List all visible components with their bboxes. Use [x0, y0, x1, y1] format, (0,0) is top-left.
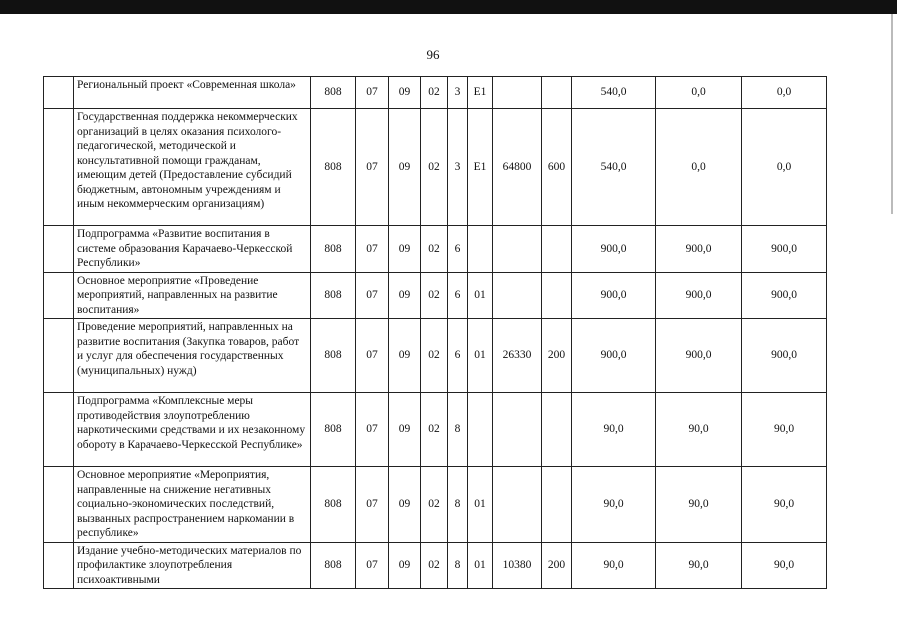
section-code: 07 — [356, 226, 389, 273]
top-scan-border — [0, 0, 897, 14]
event-code: 01 — [468, 319, 493, 393]
table-row — [44, 393, 827, 467]
program-code: 02 — [421, 319, 448, 393]
ministry-code: 808 — [311, 542, 356, 589]
program-code: 02 — [421, 467, 448, 543]
amount-year-3: 90,0 — [742, 393, 827, 467]
event-code: E1 — [468, 109, 493, 226]
amount-year-3: 900,0 — [742, 319, 827, 393]
amount-year-1: 900,0 — [572, 272, 656, 319]
subprogram-code: 8 — [448, 542, 468, 589]
section-code: 07 — [356, 467, 389, 543]
table-row — [44, 467, 827, 543]
row-name: Основное мероприятие «Мероприятия, направленные на снижение негативных социально-экономических последствий, вызванных распространением наркомании в республике» — [74, 467, 311, 543]
amount-year-3: 90,0 — [742, 467, 827, 543]
subsection-code: 09 — [389, 272, 421, 319]
table-row — [44, 77, 827, 109]
amount-year-2: 900,0 — [656, 319, 742, 393]
ministry-code: 808 — [311, 109, 356, 226]
section-code: 07 — [356, 393, 389, 467]
section-code: 07 — [356, 77, 389, 109]
section-code: 07 — [356, 109, 389, 226]
program-code: 02 — [421, 272, 448, 319]
direction-code: 10380 — [493, 542, 542, 589]
ministry-code: 808 — [311, 319, 356, 393]
amount-year-2: 0,0 — [656, 77, 742, 109]
amount-year-2: 90,0 — [656, 542, 742, 589]
expense-type-code — [542, 77, 572, 109]
direction-code — [493, 393, 542, 467]
subsection-code: 09 — [389, 319, 421, 393]
section-code: 07 — [356, 319, 389, 393]
row-number-cell — [44, 542, 74, 589]
direction-code — [493, 467, 542, 543]
amount-year-2: 90,0 — [656, 393, 742, 467]
section-code: 07 — [356, 272, 389, 319]
subsection-code: 09 — [389, 467, 421, 543]
table-row — [44, 226, 827, 273]
direction-code — [493, 77, 542, 109]
amount-year-2: 0,0 — [656, 109, 742, 226]
table-row — [44, 319, 827, 393]
program-code: 02 — [421, 109, 448, 226]
row-name: Основное мероприятие «Проведение мероприятий, направленных на развитие воспитания» — [74, 272, 311, 319]
amount-year-1: 90,0 — [572, 393, 656, 467]
subprogram-code: 3 — [448, 77, 468, 109]
program-code: 02 — [421, 226, 448, 273]
amount-year-1: 90,0 — [572, 467, 656, 543]
subsection-code: 09 — [389, 226, 421, 273]
expense-type-code — [542, 226, 572, 273]
table-row — [44, 542, 827, 589]
amount-year-1: 540,0 — [572, 109, 656, 226]
amount-year-2: 90,0 — [656, 467, 742, 543]
amount-year-1: 900,0 — [572, 319, 656, 393]
row-number-cell — [44, 77, 74, 109]
ministry-code: 808 — [311, 467, 356, 543]
expense-type-code: 200 — [542, 542, 572, 589]
row-name: Государственная поддержка некоммерческих организаций в целях оказания психолого-педагогической, методической и консультативной помощи гражданам, имеющим детей (Предоставление субсидий бюджетным, автономным учреждениям и иным некоммерческим организациям) — [74, 109, 311, 226]
amount-year-3: 900,0 — [742, 272, 827, 319]
amount-year-1: 540,0 — [572, 77, 656, 109]
row-number-cell — [44, 319, 74, 393]
amount-year-1: 90,0 — [572, 542, 656, 589]
amount-year-2: 900,0 — [656, 272, 742, 319]
right-scan-edge — [891, 14, 893, 214]
event-code: 01 — [468, 467, 493, 543]
subprogram-code: 6 — [448, 319, 468, 393]
amount-year-3: 90,0 — [742, 542, 827, 589]
subprogram-code: 6 — [448, 272, 468, 319]
section-code: 07 — [356, 542, 389, 589]
row-name: Региональный проект «Современная школа» — [74, 77, 311, 109]
subsection-code: 09 — [389, 109, 421, 226]
amount-year-2: 900,0 — [656, 226, 742, 273]
row-name: Подпрограмма «Комплексные меры противодействия злоупотреблению наркотическими средствами и их незаконному обороту в Карачаево-Черкесской Республике» — [74, 393, 311, 467]
event-code — [468, 226, 493, 273]
row-number-cell — [44, 226, 74, 273]
row-number-cell — [44, 467, 74, 543]
subsection-code: 09 — [389, 77, 421, 109]
direction-code: 64800 — [493, 109, 542, 226]
row-number-cell — [44, 393, 74, 467]
program-code: 02 — [421, 77, 448, 109]
amount-year-3: 900,0 — [742, 226, 827, 273]
direction-code: 26330 — [493, 319, 542, 393]
program-code: 02 — [421, 542, 448, 589]
ministry-code: 808 — [311, 77, 356, 109]
table-row — [44, 109, 827, 226]
subsection-code: 09 — [389, 393, 421, 467]
ministry-code: 808 — [311, 393, 356, 467]
subprogram-code: 3 — [448, 109, 468, 226]
amount-year-1: 900,0 — [572, 226, 656, 273]
ministry-code: 808 — [311, 272, 356, 319]
row-number-cell — [44, 109, 74, 226]
subprogram-code: 8 — [448, 393, 468, 467]
row-name: Издание учебно-методических материалов по профилактике злоупотребления психоактивными — [74, 542, 311, 589]
event-code: 01 — [468, 272, 493, 319]
ministry-code: 808 — [311, 226, 356, 273]
subprogram-code: 8 — [448, 467, 468, 543]
expense-type-code — [542, 272, 572, 319]
table-row — [44, 272, 827, 319]
page-number: 96 — [426, 47, 440, 62]
row-name: Подпрограмма «Развитие воспитания в системе образования Карачаево-Черкесской Республики» — [74, 226, 311, 273]
expense-type-code — [542, 467, 572, 543]
event-code — [468, 393, 493, 467]
budget-table — [43, 76, 827, 589]
program-code: 02 — [421, 393, 448, 467]
expense-type-code: 200 — [542, 319, 572, 393]
row-number-cell — [44, 272, 74, 319]
amount-year-3: 0,0 — [742, 77, 827, 109]
amount-year-3: 0,0 — [742, 109, 827, 226]
expense-type-code — [542, 393, 572, 467]
direction-code — [493, 226, 542, 273]
subprogram-code: 6 — [448, 226, 468, 273]
subsection-code: 09 — [389, 542, 421, 589]
row-name: Проведение мероприятий, направленных на развитие воспитания (Закупка товаров, работ и услуг для обеспечения государственных (муниципальных) нужд) — [74, 319, 311, 393]
event-code: E1 — [468, 77, 493, 109]
event-code: 01 — [468, 542, 493, 589]
expense-type-code: 600 — [542, 109, 572, 226]
direction-code — [493, 272, 542, 319]
